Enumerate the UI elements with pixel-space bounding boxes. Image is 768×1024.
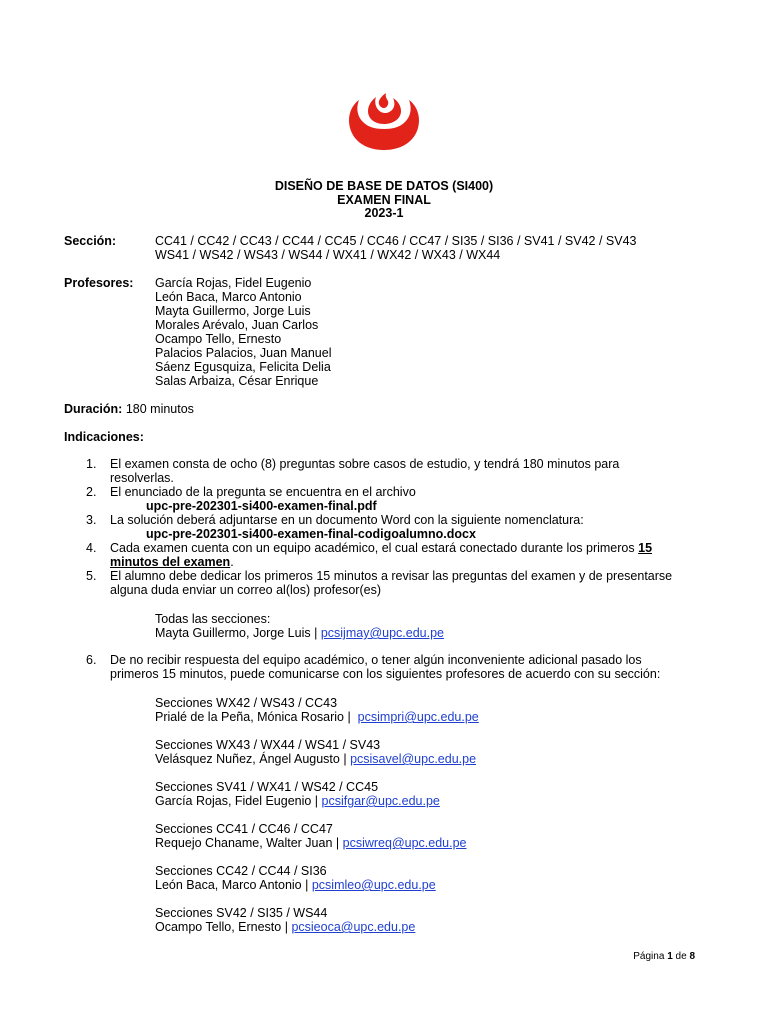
item-text: La solución deberá adjuntarse en un documento Word con la siguiente nomenclatura: [110,513,584,527]
item-number: 3. [86,513,97,527]
item-number: 4. [86,541,97,555]
seccion-list [155,234,636,262]
contact-name: Mayta Guillermo, Jorge Luis | [155,626,318,640]
profesor-item: García Rojas, Fidel Eugenio [155,276,312,290]
contact-name: León Baca, Marco Antonio | [155,878,309,892]
item-text: alguna duda enviar un correo al(los) profesor(es) [110,582,381,597]
contact-sections: Secciones SV41 / WX41 / WS42 / CC45 [155,780,379,794]
item-number: 5. [86,569,97,583]
email-link[interactable]: pcsieoca@upc.edu.pe [291,920,416,934]
seccion-label: Sección: [64,234,117,248]
item-text: primeros 15 minutos, puede comunicarse con los siguientes profesores de acuerdo con su sección: [110,666,661,681]
profesores-list [155,276,332,388]
item-text: resolverlas. [110,470,174,485]
contact-block [155,738,476,766]
item-number: 1. [86,457,97,471]
item-text: . [230,554,234,569]
contact-name: Requejo Chaname, Walter Juan | [155,836,340,850]
contact-sections: Secciones CC41 / CC46 / CC47 [155,822,333,836]
duracion-value: 180 minutos [125,402,194,416]
contact-name: Velásquez Nuñez, Ángel Augusto | [155,752,347,766]
email-link[interactable]: pcsijmay@upc.edu.pe [320,626,444,640]
profesor-item: Morales Arévalo, Juan Carlos [155,318,319,332]
contact-sections: Secciones WX42 / WS43 / CC43 [155,696,338,710]
email-link[interactable]: pcsifgar@upc.edu.pe [321,794,440,808]
contact-name: Prialé de la Peña, Mónica Rosario | [155,710,351,724]
filename-docx: upc-pre-202301-si400-examen-final-codigoalumno.docx [146,526,476,541]
item-emphasis: minutos del examen [110,554,231,569]
item-text: De no recibir respuesta del equipo académico, o tener algún inconveniente adicional pasado los [110,653,642,667]
item-text: El examen consta de ocho (8) preguntas sobre casos de estudio, y tendrá 180 minutos para [110,457,620,471]
contact-sections: Todas las secciones: [155,612,271,626]
profesor-item: Salas Arbaiza, César Enrique [155,374,319,388]
page-number: 1 [667,951,673,962]
profesores-label: Profesores: [64,276,134,290]
contact-block [155,780,440,808]
email-link[interactable]: pcsimpri@upc.edu.pe [357,710,479,724]
profesor-item: Mayta Guillermo, Jorge Luis [155,304,311,318]
contact-block-todas [155,612,444,640]
term-title: 2023-1 [364,206,404,220]
footer-mid: de [675,951,687,962]
contact-block [155,906,415,934]
item-text: El enunciado de la pregunta se encuentra en el archivo [110,485,416,499]
contact-sections: Secciones SV42 / SI35 / WS44 [155,906,328,920]
item-emphasis: 15 [638,541,653,555]
contact-name: Ocampo Tello, Ernesto | [155,920,288,934]
upc-flame-logo-icon [345,92,423,152]
contact-block [155,822,467,850]
profesor-item: Palacios Palacios, Juan Manuel [155,346,332,360]
profesor-item: León Baca, Marco Antonio [155,290,302,304]
duracion-row [64,402,194,416]
item-text: El alumno debe dedicar los primeros 15 minutos a revisar las preguntas del examen y de presentarse [110,569,673,583]
indicacion-item [86,486,706,513]
exam-title: EXAMEN FINAL [337,192,431,207]
email-link[interactable]: pcsimleo@upc.edu.pe [311,878,436,892]
indicacion-item [86,570,706,597]
item-text: Cada examen cuenta con un equipo académico, el cual estará conectado durante los primeros [110,541,635,555]
footer-prefix: Página [633,951,665,962]
contact-block [155,864,436,892]
profesor-item: Ocampo Tello, Ernesto [155,332,282,346]
profesor-item: Sáenz Egusquiza, Felicita Delia [155,360,331,374]
indicacion-item [86,458,706,485]
indicacion-item [86,542,706,569]
indicaciones-label: Indicaciones: [64,430,144,444]
email-link[interactable]: pcsisavel@upc.edu.pe [350,752,477,766]
seccion-line: CC41 / CC42 / CC43 / CC44 / CC45 / CC46 / CC47 / SI35 / SI36 / SV41 / SV42 / SV43 [155,234,637,248]
filename-pdf: upc-pre-202301-si400-examen-final.pdf [146,498,377,513]
indicacion-item [86,514,706,541]
contact-block [155,696,479,724]
item-number: 2. [86,485,97,499]
contact-name: García Rojas, Fidel Eugenio | [155,794,319,808]
indicacion-item [86,654,706,681]
email-link[interactable]: pcsiwreq@upc.edu.pe [342,836,467,850]
page-footer [633,951,695,962]
contact-sections: Secciones CC42 / CC44 / SI36 [155,864,327,878]
course-title: DISEÑO DE BASE DE DATOS (SI400) [274,179,494,193]
duracion-label: Duración: [64,402,123,416]
contact-sections: Secciones WX43 / WX44 / WS41 / SV43 [155,738,381,752]
item-number: 6. [86,653,97,667]
page-total: 8 [689,951,695,962]
seccion-line: WS41 / WS42 / WS43 / WS44 / WX41 / WX42 / WX43 / WX44 [155,248,501,262]
document-title-block [0,180,768,221]
